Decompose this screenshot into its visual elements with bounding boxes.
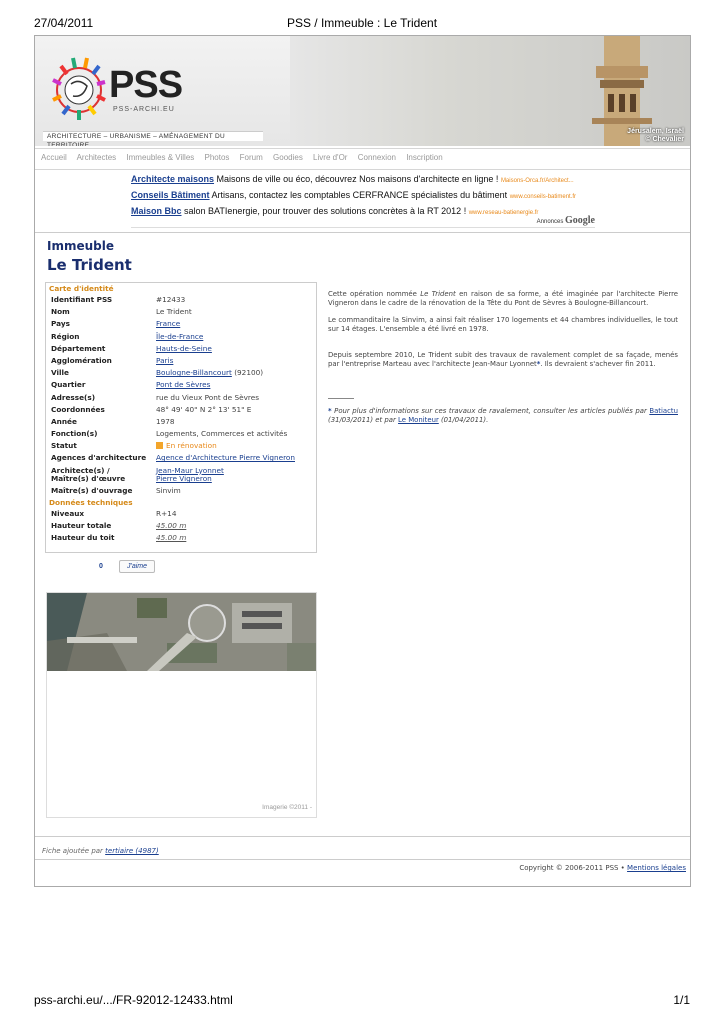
label-line: Architecte(s) / [51, 465, 110, 475]
nav-accueil[interactable]: Accueil [41, 153, 67, 162]
height-link[interactable]: 45.00 m [156, 521, 187, 530]
field-label: Adresse(s) [51, 392, 96, 402]
print-header [34, 16, 690, 32]
field-label: Coordonnées [51, 404, 105, 414]
added-by-user-link[interactable]: tertiaire (4987) [105, 847, 159, 855]
architect-link[interactable]: Jean-Maur Lyonnet [156, 465, 224, 475]
field-value: Sinvim [156, 485, 181, 495]
ville-link[interactable]: Boulogne-Billancourt [156, 368, 232, 378]
page-frame [34, 35, 691, 887]
site-tagline: ARCHITECTURE – URBANISME – AMÉNAGEMENT DU TERRITOIRE [43, 131, 263, 141]
row-niveaux [46, 508, 316, 520]
print-title: PSS / Immeuble : Le Trident [286, 16, 438, 30]
nav-inscription[interactable]: Inscription [406, 153, 443, 162]
field-label: Statut [51, 441, 77, 451]
field-value: 48° 49' 40" N 2° 13' 51" E [156, 404, 252, 414]
ad-text: salon BATIenergie, pour trouver des solutions concrètes à la RT 2012 ! [184, 206, 467, 216]
field-value: Logements, Commerces et activités [156, 429, 288, 439]
footnote [328, 407, 678, 424]
footnote-marker: * [328, 407, 332, 416]
ad-url[interactable]: www.reseau-batienergie.fr [468, 210, 539, 216]
site-banner [35, 36, 690, 146]
row-ville [46, 367, 316, 379]
photo-caption [627, 128, 684, 144]
ad-text: Artisans, contactez les comptables CERFRANCE spécialistes du bâtiment [211, 190, 508, 200]
identity-card [45, 282, 317, 553]
ad-item[interactable] [131, 204, 595, 218]
row-architectes [46, 465, 316, 485]
ad-title[interactable]: Maison Bbc [131, 206, 182, 216]
field-value: #12433 [156, 295, 186, 304]
text-run: Depuis septembre 2010, Le Trident subit des travaux de ravalement complet de sa façade, menés par l'entreprise Marteau avec l'architecte Jean-Maur Lyonnet [328, 350, 678, 368]
ad-item[interactable] [131, 188, 595, 202]
nav-immeubles-villes[interactable]: Immeubles & Villes [126, 153, 195, 162]
added-by-label: Fiche ajoutée par [42, 847, 106, 855]
nav-forum[interactable]: Forum [239, 153, 263, 162]
added-by [35, 836, 690, 860]
pays-link[interactable]: France [156, 319, 181, 329]
field-label: Région [51, 331, 80, 341]
row-coordonnees [46, 404, 316, 416]
row-adresse [46, 392, 316, 404]
row-nom [46, 306, 316, 318]
label-line: Maître(s) d'œuvre [51, 474, 126, 484]
text-run: (31/03/2011) et par [328, 415, 399, 424]
ad-title[interactable]: Conseils Bâtiment [131, 190, 210, 200]
row-quartier [46, 379, 316, 391]
text-run: en raison de sa forme, a été imaginée par l'architecte Pierre Vigneron dans le cadre de la rénovation de la Tête du Pont de Sèvres à Boulogne-Billancourt. [328, 290, 679, 307]
field-label: Nom [51, 307, 70, 317]
field-label: Département [51, 343, 106, 353]
print-footer [34, 993, 690, 1009]
print-date: 27/04/2011 [34, 16, 94, 30]
banner-photo [290, 36, 690, 146]
row-annee [46, 416, 316, 428]
logo-wordmark[interactable]: PSS [109, 64, 183, 106]
google-logo: Google [565, 215, 595, 226]
field-value: 1978 [156, 416, 175, 426]
google-ads [131, 170, 595, 228]
architect-link[interactable]: Pierre Vigneron [156, 474, 212, 484]
map-widget[interactable] [46, 592, 317, 818]
row-hauteur-totale [46, 520, 316, 532]
row-pays [46, 318, 316, 330]
field-value: Le Trident [156, 307, 192, 317]
section-identity: Carte d'identité [49, 284, 114, 293]
field-label: Agglomération [51, 355, 112, 365]
postal-code: (92100) [234, 368, 264, 378]
copyright-text: Copyright © 2006-2011 PSS • [519, 864, 625, 872]
print-url: pss-archi.eu/.../FR-92012-12433.html [34, 993, 233, 1007]
field-label: Niveaux [51, 508, 85, 518]
row-agglomeration [46, 355, 316, 367]
nav-livre-dor[interactable]: Livre d'Or [313, 153, 348, 162]
ad-text: Maisons de ville ou éco, découvrez Nos maisons d'architecte en ligne ! [216, 174, 499, 184]
text-run: (01/04/2011). [438, 415, 489, 424]
height-link[interactable]: 45.00 m [156, 533, 187, 543]
field-value: rue du Vieux Pont de Sèvres [156, 392, 260, 402]
row-departement [46, 343, 316, 355]
legal-link[interactable]: Mentions légales [627, 864, 686, 872]
row-hauteur-toit [46, 532, 316, 544]
quartier-link[interactable]: Pont de Sèvres [156, 380, 211, 390]
le-moniteur-link[interactable]: Le Moniteur [398, 415, 439, 424]
ad-url[interactable]: Maisons-Orca.fr/Architect... [500, 178, 574, 184]
field-label: Hauteur totale [51, 521, 112, 530]
main-nav [35, 148, 690, 170]
text-run: . Ils devraient s'achever fin 2011. [540, 359, 656, 368]
ads-label: Annonces [536, 219, 564, 225]
row-region [46, 331, 316, 343]
aerial-map-image[interactable] [47, 593, 316, 671]
spacer [328, 342, 678, 351]
description-paragraph: Le commanditaire la Sinvim, a ainsi fait réaliser 170 logements et 44 chambres individuelles, le tout sur 14 étages. L'ensemble a été livré en 1978. [328, 316, 678, 333]
divider [35, 232, 690, 233]
caption-credit: © Chevalier [645, 136, 684, 143]
agence-link[interactable]: Agence d'Architecture Pierre Vigneron [156, 453, 295, 463]
ad-title[interactable]: Architecte maisons [131, 174, 215, 184]
nav-photos[interactable]: Photos [204, 153, 230, 162]
row-identifiant [46, 294, 316, 306]
ad-url[interactable]: www.conseils-batiment.fr [509, 194, 577, 200]
nav-connexion[interactable]: Connexion [357, 153, 396, 162]
text-run: Pour plus d'informations sur ces travaux de ravalement, consulter les articles publiés par [331, 407, 650, 416]
departement-link[interactable]: Hauts-de-Seine [156, 343, 212, 353]
field-label: Maître(s) d'ouvrage [51, 485, 133, 495]
building-kind: Immeuble [47, 239, 114, 253]
building-description [328, 290, 678, 433]
field-label: Année [51, 416, 77, 426]
field-label: Hauteur du toit [51, 533, 115, 543]
status-badge: En rénovation [166, 441, 217, 451]
description-paragraph [328, 290, 678, 307]
text-run: Le Trident [420, 290, 456, 298]
print-page-number: 1/1 [673, 993, 690, 1007]
field-label: Pays [51, 319, 70, 329]
field-label: Ville [51, 368, 69, 378]
like-button[interactable]: J'aime [119, 560, 155, 573]
footnote-marker: * [536, 359, 541, 368]
field-label: Fonction(s) [51, 429, 98, 439]
batiactu-link[interactable]: Batiactu [649, 407, 678, 416]
field-value: R+14 [156, 508, 177, 518]
row-agences [46, 452, 316, 464]
status-square-icon [156, 442, 163, 449]
region-link[interactable]: Île-de-France [156, 331, 204, 341]
description-paragraph [328, 351, 678, 368]
ad-item[interactable] [131, 172, 595, 186]
row-fonction [46, 428, 316, 440]
nav-architectes[interactable]: Architectes [76, 153, 117, 162]
section-technical: Données techniques [49, 497, 133, 507]
page-title: Le Trident [47, 256, 132, 274]
copyright [519, 864, 686, 872]
like-count: 0 [99, 563, 103, 570]
logo-subtitle: PSS-ARCHI.EU [113, 106, 175, 113]
field-label [51, 467, 156, 485]
agglomeration-link[interactable]: Paris [156, 355, 174, 365]
field-label: Agences d'architecture [51, 453, 147, 463]
footnote-rule [328, 398, 354, 399]
caption-place: Jérusalem, Israël [627, 128, 684, 135]
row-maitre-ouvrage [46, 485, 316, 497]
field-label: Identifiant PSS [51, 295, 113, 304]
ads-by-google[interactable] [537, 215, 595, 226]
field-label: Quartier [51, 380, 86, 390]
row-statut [46, 440, 316, 452]
text-run: Cette opération nommée [328, 290, 421, 298]
map-credit: Imagerie ©2011 - [262, 804, 312, 811]
nav-goodies[interactable]: Goodies [273, 153, 303, 162]
